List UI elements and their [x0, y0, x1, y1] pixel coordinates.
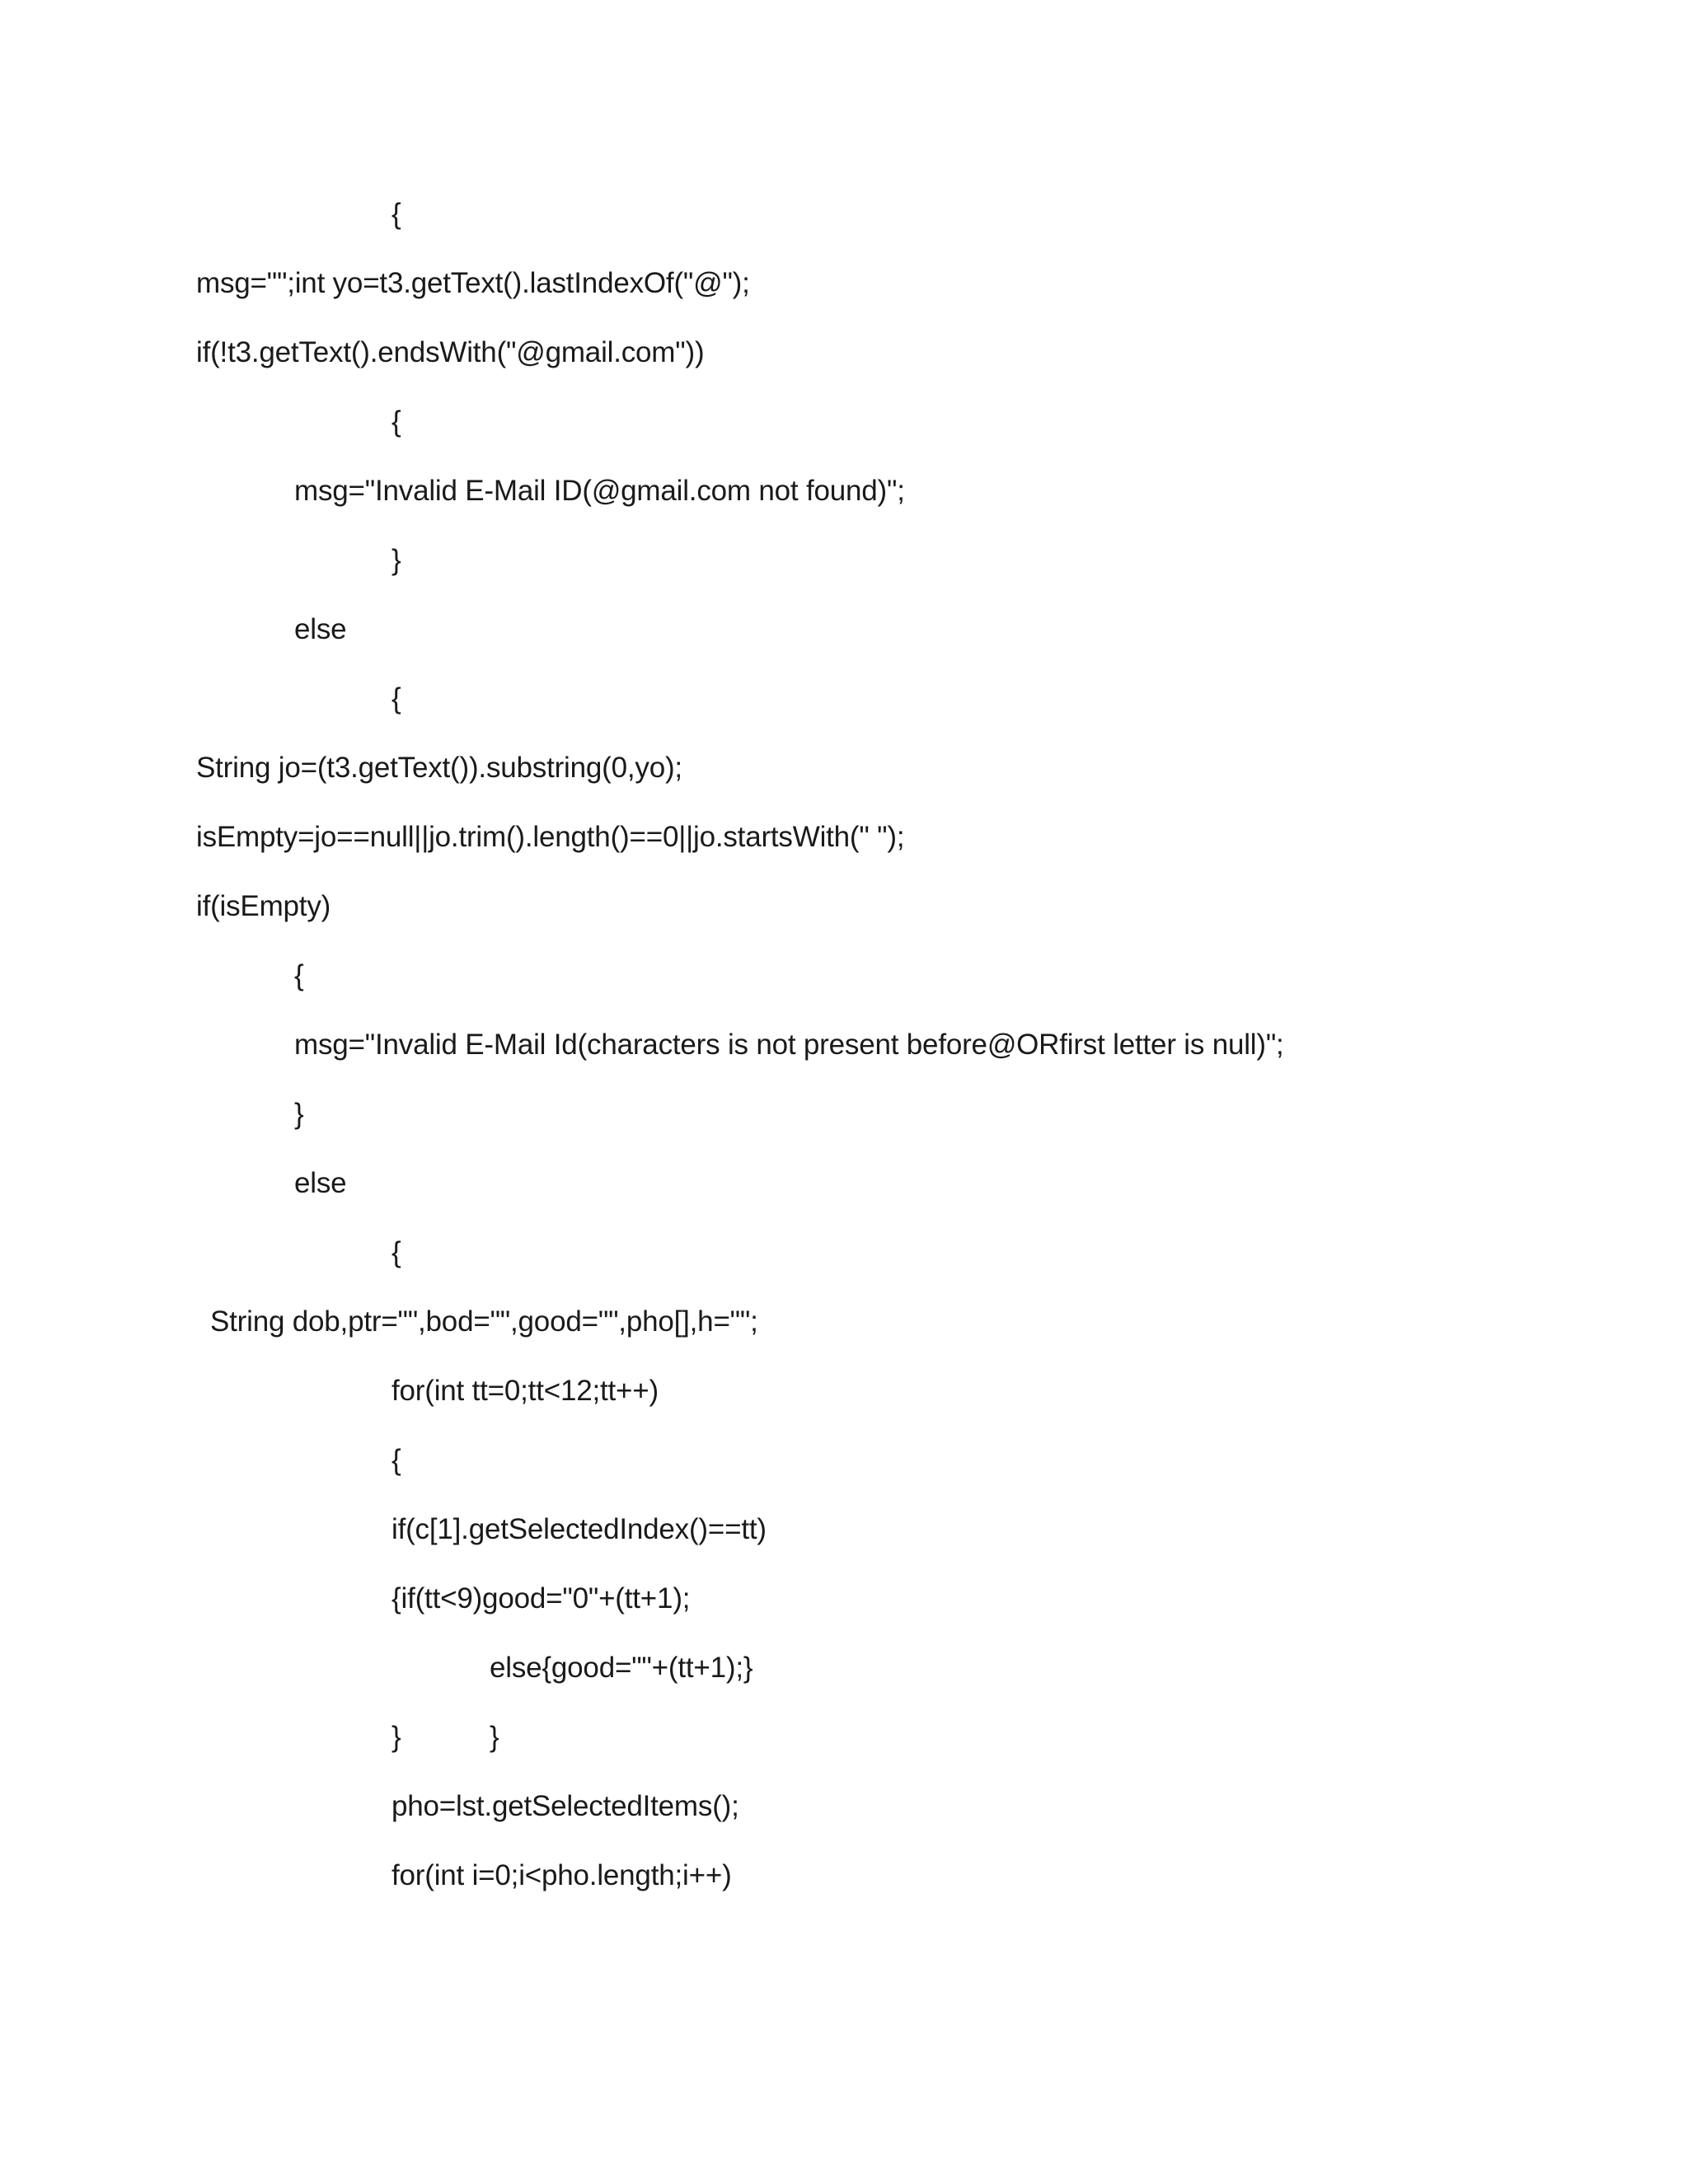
- code-line: {: [392, 682, 401, 715]
- code-line: {if(tt<9)good="0"+(tt+1);: [392, 1582, 691, 1615]
- code-line: for(int tt=0;tt<12;tt++): [392, 1375, 659, 1407]
- code-line: msg="Invalid E-Mail Id(characters is not present before@ORfirst letter is null)";: [294, 1029, 1284, 1061]
- code-line: String dob,ptr="",bod="",good="",pho[],h="";: [210, 1305, 758, 1338]
- code-line: else: [294, 1167, 347, 1199]
- code-line: msg="Invalid E-Mail ID(@gmail.com not found)";: [294, 475, 905, 507]
- code-line: String jo=(t3.getText()).substring(0,yo);: [196, 752, 682, 784]
- code-line: isEmpty=jo==null||jo.trim().length()==0||jo.startsWith(" ");: [196, 821, 905, 853]
- code-line: {: [392, 405, 401, 438]
- code-line: for(int i=0;i<pho.length;i++): [392, 1859, 732, 1891]
- code-line: }: [392, 1721, 401, 1753]
- code-line: if(!t3.getText().endsWith("@gmail.com")): [196, 336, 705, 368]
- code-line: {: [392, 1236, 401, 1268]
- code-line: pho=lst.getSelectedItems();: [392, 1790, 739, 1822]
- code-line: {: [294, 959, 304, 991]
- code-line: }: [490, 1721, 499, 1753]
- code-line: if(c[1].getSelectedIndex()==tt): [392, 1513, 767, 1545]
- code-line: {: [392, 1444, 401, 1476]
- code-line: {: [392, 198, 401, 230]
- code-line: if(isEmpty): [196, 890, 331, 922]
- code-line: }: [392, 544, 401, 576]
- code-line: msg="";int yo=t3.getText().lastIndexOf("@");: [196, 267, 750, 299]
- code-line: else: [294, 613, 347, 645]
- code-line: else{good=""+(tt+1);}: [490, 1652, 753, 1684]
- code-line: }: [294, 1098, 304, 1130]
